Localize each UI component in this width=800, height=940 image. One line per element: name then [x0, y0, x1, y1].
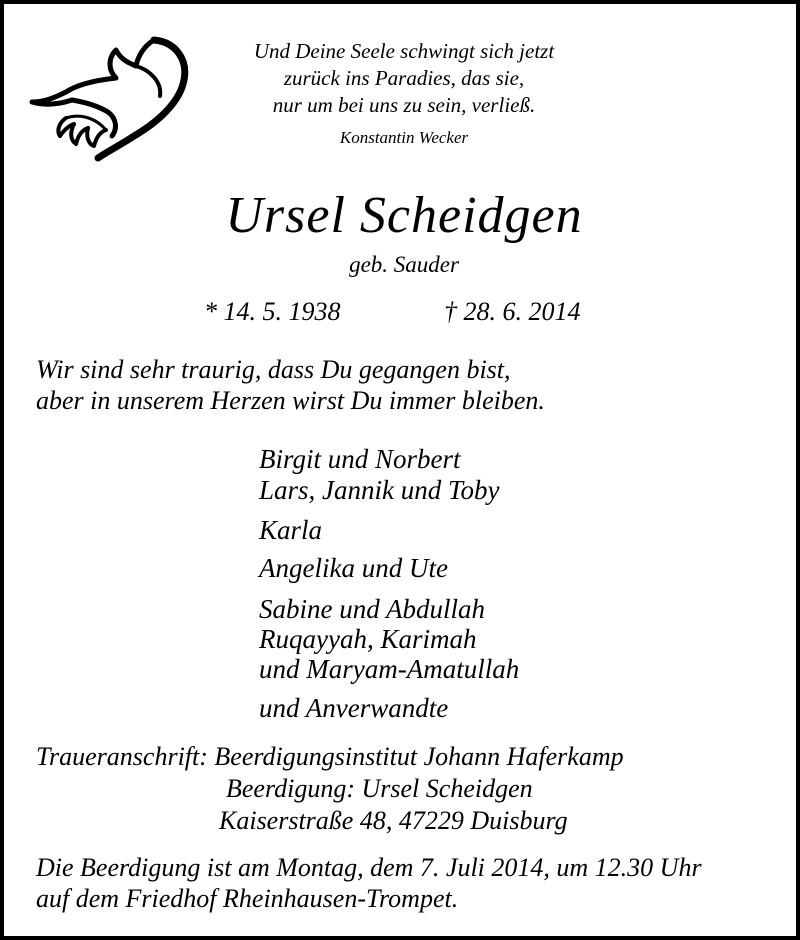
quote-line: Und Deine Seele schwingt sich jetzt: [253, 39, 555, 63]
message-line: Wir sind sehr traurig, dass Du gegangen bist,: [36, 355, 511, 384]
funeral-line: Die Beerdigung ist am Montag, dem 7. Juli 2014, um 12.30 Uhr: [36, 853, 702, 882]
mourner-line: und Maryam-Amatullah: [259, 654, 520, 684]
address-line: Traueranschrift: Beerdigungsinstitut Johann Haferkamp: [36, 742, 624, 771]
birth-name: geb. Sauder: [349, 252, 459, 277]
mourner-line: Lars, Jannik und Toby: [259, 475, 500, 505]
quote-line: zurück ins Paradies, das sie,: [283, 66, 525, 90]
funeral-info: [36, 852, 796, 914]
mourner-line: Karla: [259, 515, 323, 545]
dove-icon: [26, 32, 196, 162]
deceased-name: Ursel Scheidgen: [225, 187, 583, 244]
quote-block: [204, 38, 604, 119]
quote-author: Konstantin Wecker: [339, 128, 469, 147]
mourner-line: Angelika und Ute: [259, 553, 448, 583]
mourner-line: Sabine und Abdullah: [259, 594, 485, 624]
death-date: † 28. 6. 2014: [444, 297, 581, 326]
message-line: aber in unserem Herzen wirst Du immer bleiben.: [36, 386, 545, 415]
mourner-line: Ruqayyah, Karimah: [259, 624, 477, 654]
address-line: Beerdigung: Ursel Scheidgen: [226, 774, 533, 803]
address-line: Kaiserstraße 48, 47229 Duisburg: [219, 806, 568, 835]
mourner-line: Birgit und Norbert: [259, 444, 461, 474]
quote-line: nur um bei uns zu sein, verließ.: [272, 93, 536, 117]
birth-date: * 14. 5. 1938: [204, 297, 341, 326]
funeral-line: auf dem Friedhof Rheinhausen-Trompet.: [36, 884, 459, 913]
mourner-line: und Anverwandte: [259, 693, 449, 723]
message-block: [36, 354, 796, 416]
